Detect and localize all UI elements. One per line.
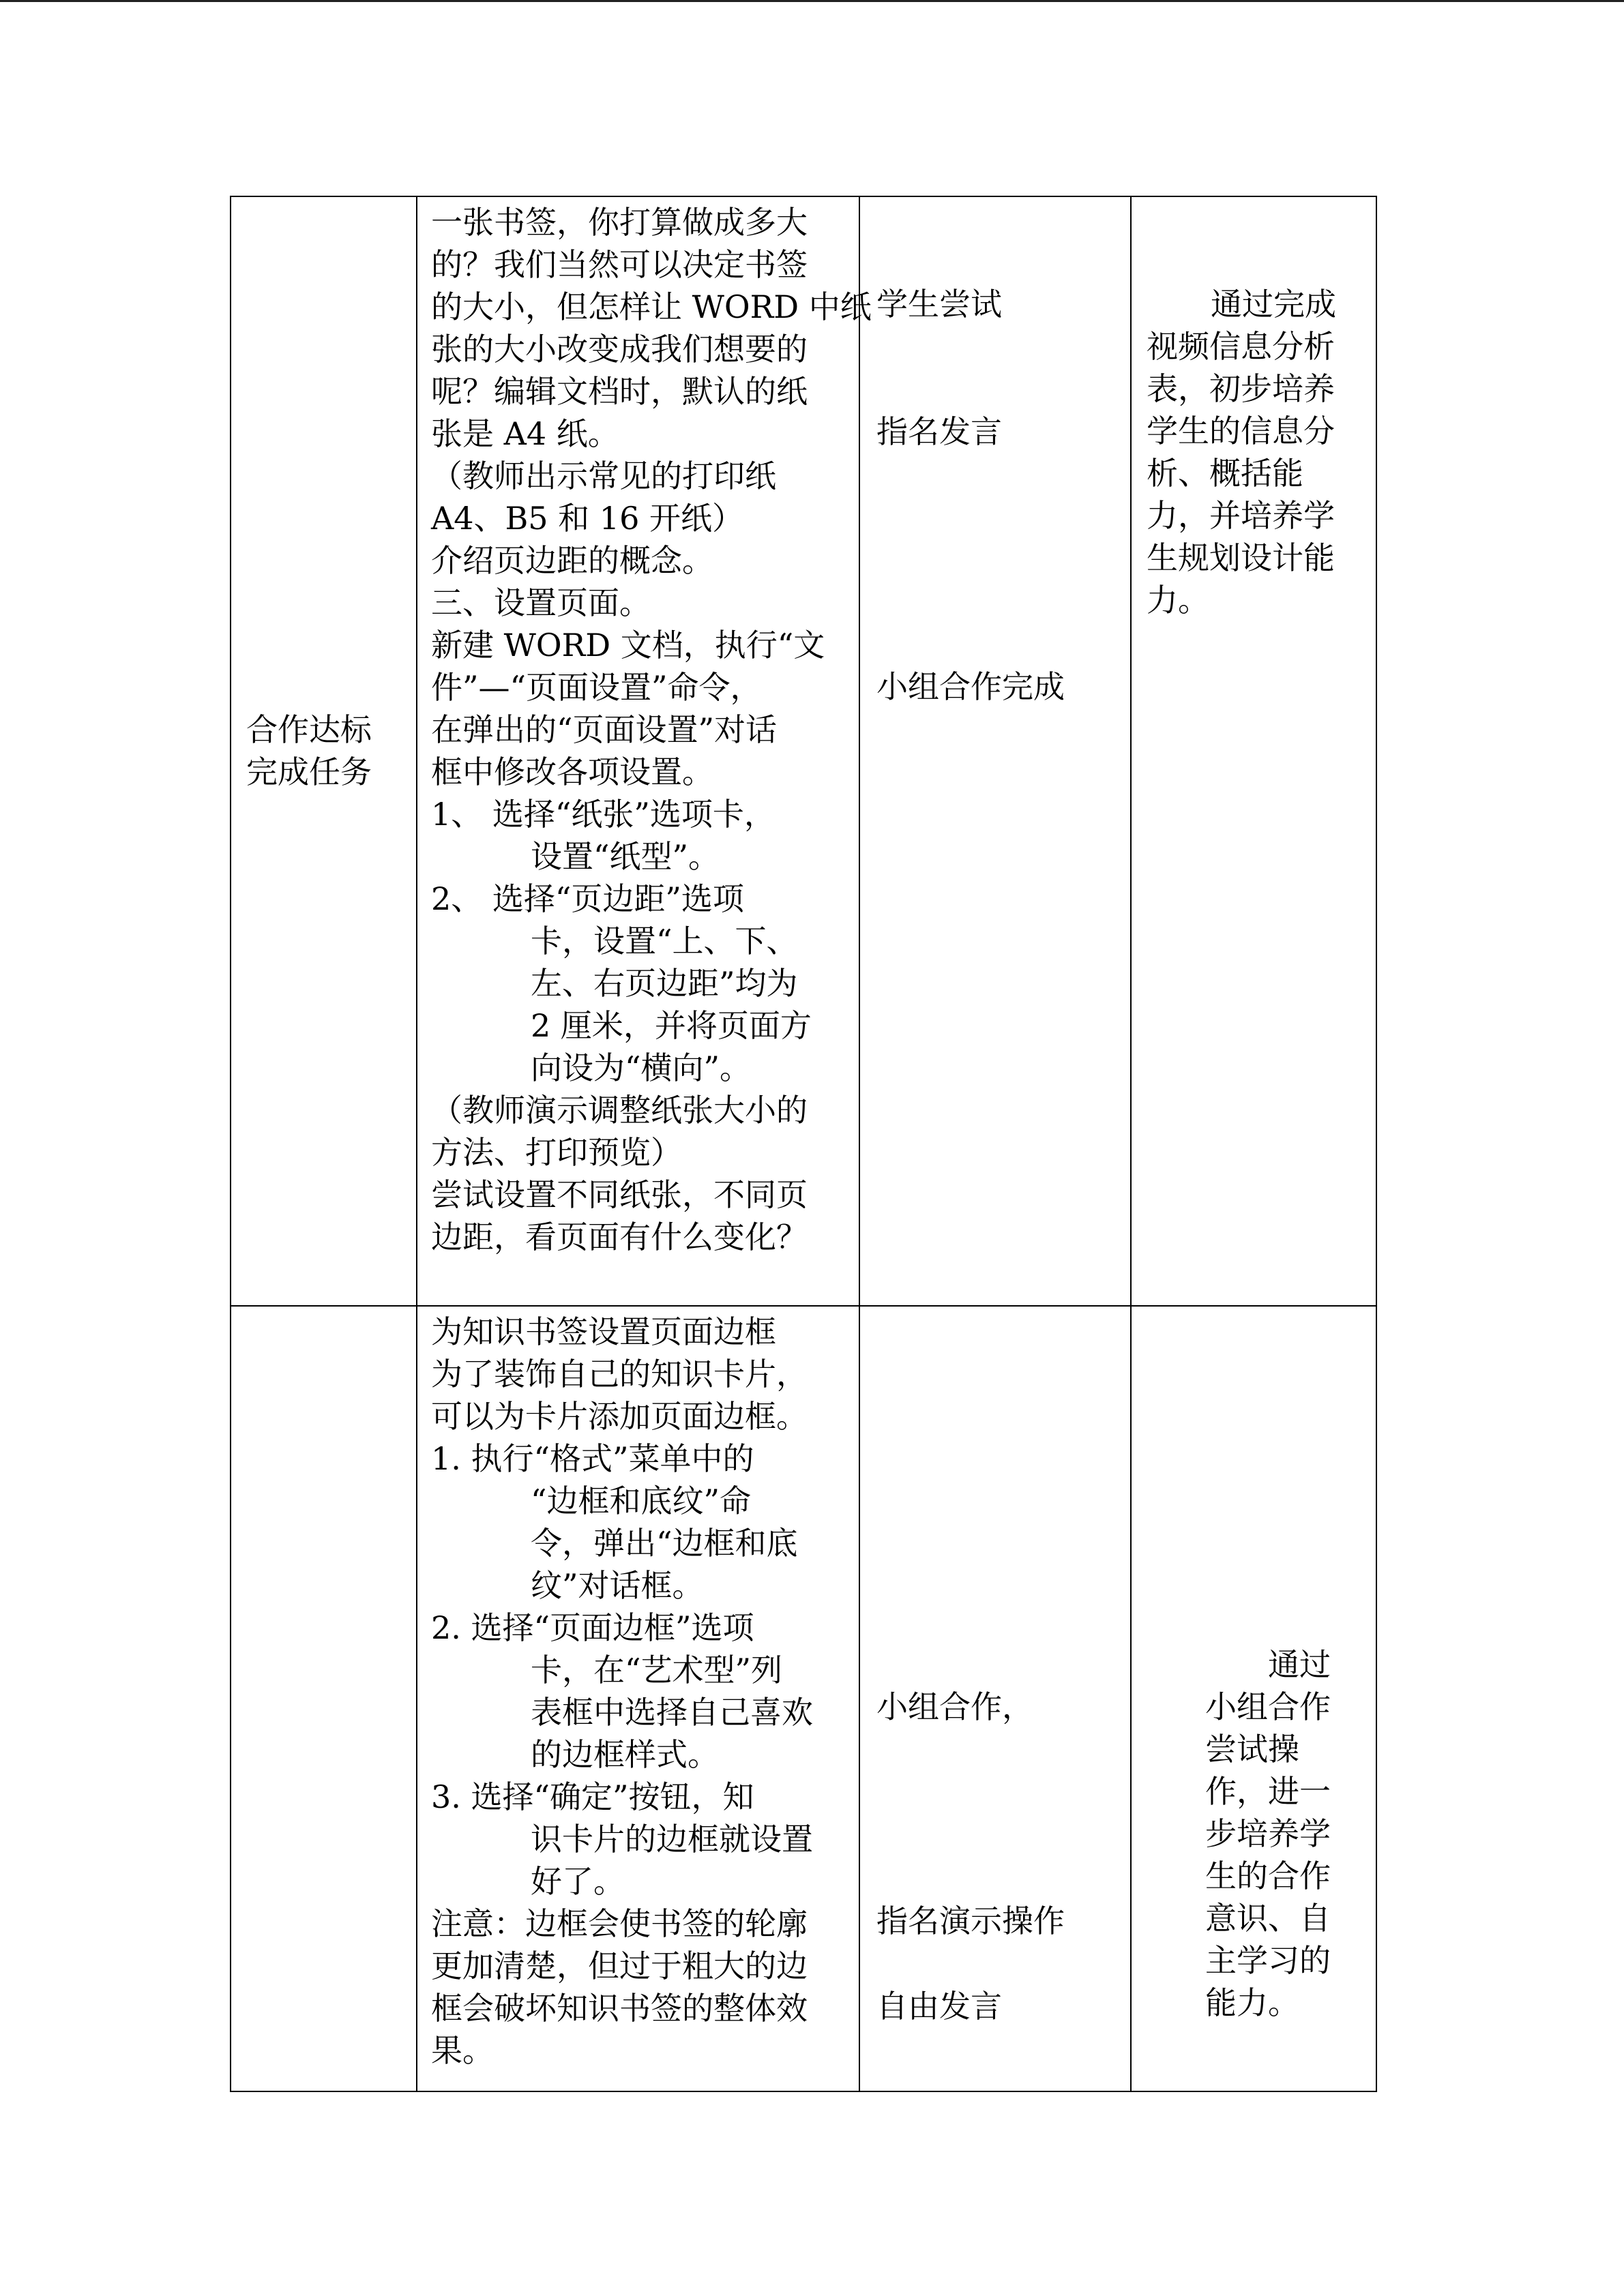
purpose-line: 小组合作	[1205, 1688, 1331, 1725]
lesson-plan-table	[230, 196, 1377, 2092]
content-line: 为知识书签设置页面边框	[431, 1313, 776, 1350]
lesson-plan-page	[230, 196, 1376, 2092]
content-line: 2、 选择“页边距”选项	[431, 880, 744, 917]
content-line: 一张书签，你打算做成多大	[431, 204, 808, 241]
activity-cell	[859, 196, 1131, 1306]
purpose-line: 尝试操	[1205, 1731, 1299, 1768]
content-line: 尝试设置不同纸张，不同页	[431, 1176, 808, 1213]
stage-label-line: 完成任务	[246, 754, 372, 790]
content-line: 更加清楚，但过于粗大的边	[431, 1948, 808, 1984]
content-line: 注意：边框会使书签的轮廓	[431, 1905, 808, 1942]
content-line: 件”—“页面设置”命令，	[431, 669, 762, 706]
purpose-line: 作，进一	[1205, 1773, 1331, 1810]
purpose-line: 生规划设计能	[1147, 539, 1335, 576]
purpose-line: 力，并培养学	[1147, 497, 1335, 534]
purpose-cell	[1131, 196, 1376, 1306]
content-line: “边框和底纹”命	[531, 1482, 752, 1519]
purpose-line: 生的合作	[1205, 1858, 1331, 1894]
content-line: 果。	[431, 2032, 494, 2069]
activity-item: 自由发言	[876, 1988, 1002, 2025]
content-line: 纹”对话框。	[531, 1567, 704, 1604]
content-cell	[417, 196, 872, 1306]
content-line: 张的大小改变成我们想要的	[431, 331, 808, 368]
purpose-line: 步培养学	[1205, 1815, 1331, 1852]
purpose-line: 视频信息分析	[1147, 328, 1335, 365]
content-line: 可以为卡片添加页面边框。	[431, 1398, 808, 1435]
purpose-line: 学生的信息分	[1147, 413, 1335, 449]
content-line: 边距，看页面有什么变化？	[431, 1219, 808, 1255]
content-line: （教师演示调整纸张大小的	[431, 1092, 808, 1129]
content-line: 卡，在“艺术型”列	[531, 1652, 783, 1688]
content-line: 介绍页边距的概念。	[431, 542, 713, 579]
content-line: 向设为“横向”。	[531, 1049, 752, 1086]
activity-item: 小组合作，	[876, 1688, 1033, 1725]
content-text	[431, 1311, 813, 2072]
stage-cell	[231, 196, 417, 1306]
content-line: 在弹出的“页面设置”对话	[431, 711, 778, 748]
content-line: 2 厘米，并将页面方	[531, 1007, 812, 1044]
purpose-line: 意识、自	[1205, 1900, 1331, 1937]
activity-cell	[859, 1306, 1131, 2091]
activity-item: 学生尝试	[876, 286, 1002, 323]
content-line: 三、设置页面。	[431, 584, 651, 621]
content-line: 1、 选择“纸张”选项卡，	[431, 796, 776, 833]
purpose-line: 力。	[1147, 582, 1209, 618]
content-line: 卡，设置“上、下、	[531, 923, 798, 959]
purpose-line: 主学习的	[1205, 1942, 1331, 1979]
table-row	[231, 196, 1376, 1306]
content-line: 左、右页边距”均为	[531, 965, 798, 1002]
content-line: 张是 A4 纸。	[431, 415, 619, 452]
purpose-line: 通过	[1268, 1646, 1331, 1683]
purpose-line: 析、概括能	[1147, 455, 1303, 492]
content-line: 框中修改各项设置。	[431, 754, 713, 790]
stage-cell	[231, 1306, 417, 2091]
table-row	[231, 1306, 1376, 2091]
content-line: 好了。	[531, 1863, 625, 1900]
content-line: 识卡片的边框就设置	[531, 1821, 813, 1858]
content-line: 1. 执行“格式”菜单中的	[431, 1440, 754, 1477]
content-line: 的大小，但怎样让 WORD 中纸	[431, 288, 872, 325]
purpose-line: 表，初步培养	[1147, 370, 1335, 407]
stage-label-line: 合作达标	[246, 711, 372, 748]
content-line: 的边框样式。	[531, 1736, 719, 1773]
content-line: 框会破坏知识书签的整体效	[431, 1990, 808, 2027]
content-line: 3. 选择“确定”按钮，知	[431, 1778, 754, 1815]
content-line: （教师出示常见的打印纸	[431, 458, 776, 494]
page-top-border	[0, 0, 1624, 2]
content-line: 令，弹出“边框和底	[531, 1525, 798, 1562]
content-line: 设置“纸型”。	[531, 838, 720, 875]
content-line: 呢？编辑文档时，默认的纸	[431, 373, 808, 410]
content-line: 表框中选择自己喜欢	[531, 1694, 813, 1731]
content-line: 新建 WORD 文档，执行“文	[431, 627, 825, 664]
content-text	[431, 201, 872, 1258]
activity-item: 小组合作完成	[876, 668, 1065, 705]
activity-item: 指名演示操作	[876, 1903, 1065, 1939]
content-line: A4、B5 和 16 开纸）	[431, 500, 743, 537]
purpose-cell	[1131, 1306, 1376, 2091]
content-line: 为了装饰自己的知识卡片，	[431, 1356, 808, 1392]
content-line: 的？我们当然可以决定书签	[431, 246, 808, 283]
purpose-line: 能力。	[1205, 1984, 1299, 2021]
purpose-line: 通过完成	[1211, 286, 1336, 323]
content-cell	[417, 1306, 859, 2091]
content-line: 方法、打印预览）	[431, 1134, 682, 1171]
content-line: 2. 选择“页面边框”选项	[431, 1609, 754, 1646]
activity-item: 指名发言	[876, 413, 1002, 450]
